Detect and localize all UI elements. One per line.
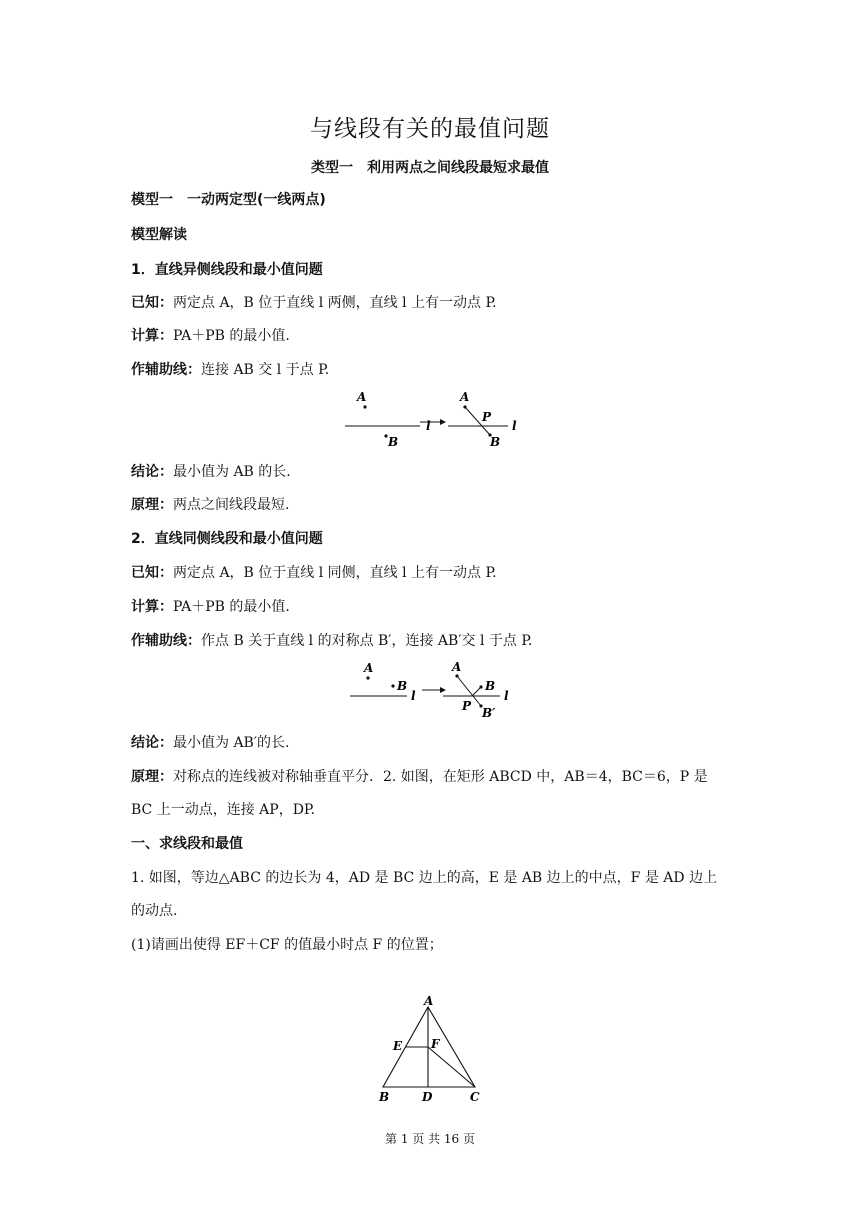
label-f: F bbox=[431, 1037, 440, 1051]
case1-conclusion bbox=[131, 462, 731, 482]
case1-heading: 1．直线异侧线段和最小值问题 bbox=[131, 262, 323, 278]
aux-text: 作点 B 关于直线 l 的对称点 B′，连接 AB′交 l 于点 P. bbox=[201, 633, 533, 649]
label-l: l bbox=[512, 419, 517, 433]
aux-text: 连接 AB 交 l 于点 P. bbox=[201, 362, 330, 378]
label-l: l bbox=[504, 689, 509, 703]
case2-aux bbox=[131, 631, 731, 651]
point-a bbox=[363, 405, 366, 408]
case1-compute bbox=[131, 326, 731, 346]
segment-fc bbox=[428, 1047, 475, 1087]
conclusion-text: 最小值为 AB 的长. bbox=[173, 464, 291, 480]
case2-figure bbox=[345, 658, 525, 724]
compute-label: 计算： bbox=[131, 328, 173, 344]
arrow-icon bbox=[440, 687, 446, 693]
label-l: l bbox=[426, 419, 431, 433]
compute-label: 计算： bbox=[131, 599, 173, 615]
label-p: P bbox=[482, 410, 492, 424]
label-b-prime: B′ bbox=[482, 706, 496, 720]
known-text: 两定点 A，B 位于直线 l 同侧，直线 l 上有一动点 P. bbox=[173, 565, 497, 581]
label-a: A bbox=[424, 994, 434, 1008]
label-a: A bbox=[452, 660, 462, 674]
case2-conclusion bbox=[131, 733, 731, 753]
case1-principle bbox=[131, 495, 731, 515]
label-d: D bbox=[422, 1090, 433, 1104]
section1-heading: 一、求线段和最值 bbox=[131, 836, 243, 852]
label-b: B bbox=[485, 679, 496, 693]
label-b: B bbox=[490, 435, 501, 449]
label-e: E bbox=[393, 1039, 403, 1053]
label-a: A bbox=[357, 390, 367, 404]
label-b: B bbox=[388, 435, 399, 449]
problem-part-1: (1)请画出使得 EF＋CF 的值最小时点 F 的位置； bbox=[131, 937, 443, 953]
problem-line-1: 1. 如图，等边△ABC 的边长为 4，AD 是 BC 边上的高，E 是 AB 边上的中点，F 是 AD 边上 bbox=[131, 870, 718, 886]
label-a: A bbox=[364, 661, 374, 675]
case1-aux bbox=[131, 360, 731, 380]
principle-text: 对称点的连线被对称轴垂直平分．2. 如图，在矩形 ABCD 中，AB＝4，BC＝6，P 是 bbox=[173, 769, 708, 785]
label-a: A bbox=[460, 390, 470, 404]
case2-principle bbox=[131, 767, 731, 787]
page-subtitle: 类型一 利用两点之间线段最短求最值 bbox=[311, 160, 549, 176]
case2-principle-cont: BC 上一动点，连接 AP，DP. bbox=[131, 802, 315, 818]
principle-label: 原理： bbox=[131, 497, 173, 513]
case2-known bbox=[131, 563, 731, 583]
page-footer: 第 1 页 共 16 页 bbox=[385, 1132, 475, 1146]
aux-label: 作辅助线： bbox=[131, 362, 201, 378]
case2-heading: 2．直线同侧线段和最小值问题 bbox=[131, 531, 323, 547]
reading-heading: 模型解读 bbox=[131, 227, 187, 243]
point-a bbox=[366, 676, 369, 679]
known-label: 已知： bbox=[131, 295, 173, 311]
triangle-figure bbox=[370, 992, 490, 1107]
label-c: C bbox=[470, 1090, 480, 1104]
principle-text: 两点之间线段最短. bbox=[173, 497, 290, 513]
conclusion-text: 最小值为 AB′的长. bbox=[173, 735, 290, 751]
conclusion-label: 结论： bbox=[131, 735, 173, 751]
known-label: 已知： bbox=[131, 565, 173, 581]
segment-pb bbox=[472, 687, 481, 696]
model-heading: 模型一 一动两定型(一线两点) bbox=[131, 192, 326, 208]
point-b bbox=[391, 684, 394, 687]
compute-text: PA＋PB 的最小值. bbox=[173, 599, 290, 615]
page-title: 与线段有关的最值问题 bbox=[310, 116, 550, 142]
label-b: B bbox=[379, 1090, 390, 1104]
label-l: l bbox=[411, 689, 416, 703]
conclusion-label: 结论： bbox=[131, 464, 173, 480]
case2-compute bbox=[131, 597, 731, 617]
case1-known bbox=[131, 293, 731, 313]
case1-figure bbox=[340, 388, 530, 452]
compute-text: PA＋PB 的最小值. bbox=[173, 328, 290, 344]
principle-label: 原理： bbox=[131, 769, 173, 785]
aux-label: 作辅助线： bbox=[131, 633, 201, 649]
problem-line-2: 的动点. bbox=[131, 903, 178, 919]
label-p: P bbox=[462, 699, 472, 713]
label-b: B bbox=[397, 679, 408, 693]
arrow-icon bbox=[440, 419, 446, 425]
known-text: 两定点 A，B 位于直线 l 两侧，直线 l 上有一动点 P. bbox=[173, 295, 497, 311]
